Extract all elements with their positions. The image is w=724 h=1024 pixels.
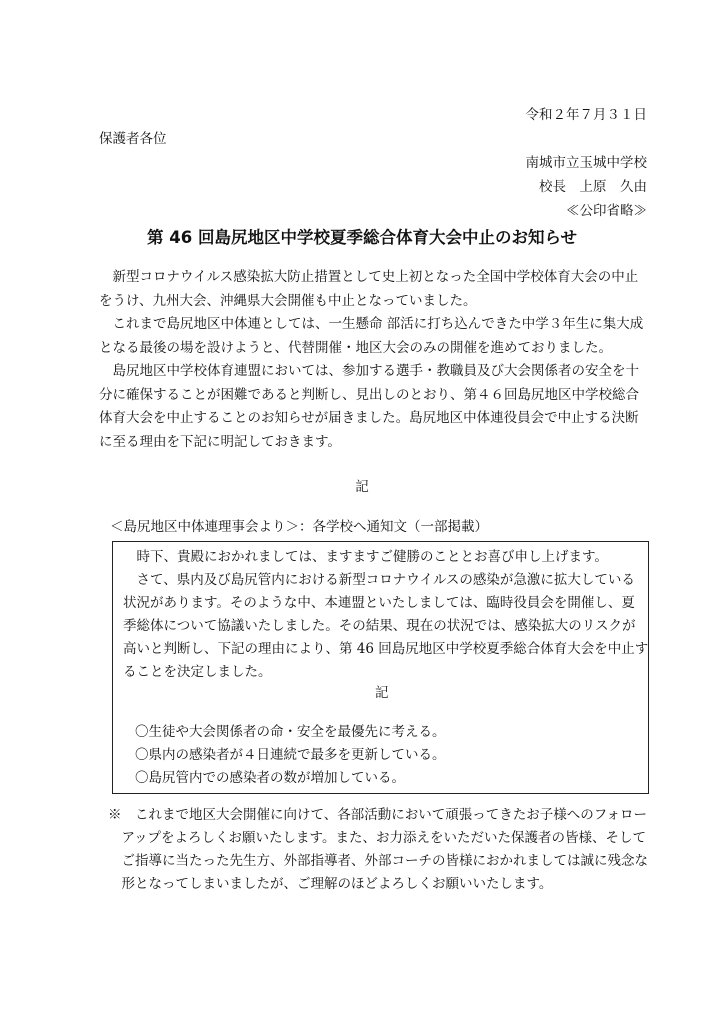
notice-box	[112, 541, 649, 794]
body-line: 分に確保することが困難であると判断し、見出しのとおり、第４６回島尻地区中学校総合	[99, 386, 639, 403]
seal-omitted-note: ≪公印省略≫	[566, 203, 647, 219]
body-line: 島尻地区中学校体育連盟においては、参加する選手・教職員及び大会関係者の安全を十	[99, 363, 639, 379]
footnote-line: 形となってしまいましたが、ご理解のほどよろしくお願いいたします。	[108, 876, 553, 892]
principal-name: 校長 上原 久由	[539, 179, 647, 195]
footnote-line: ※ これまで地区大会開催に向けて、各部活動において頑張ってきたお子様へのフォロー	[108, 807, 648, 823]
body-line: これまで島尻地区中体連としては、一生懸命 部活に打ち込んできた中学３年生に集大成	[99, 316, 644, 332]
school-name: 南城市立玉城中学校	[525, 155, 647, 171]
footnote-line: ご指導に当たった先生方、外部指導者、外部コーチの皆様におかれましては誠に残念な	[108, 853, 648, 869]
body-line: をうけ、九州大会、沖縄県大会開催も中止となっていました。	[99, 292, 477, 309]
notice-line: 季総体について協議いたしました。その結果、現在の状況では、感染拡大のリスクが	[123, 618, 636, 634]
recipient-line: 保護者各位	[99, 131, 167, 147]
body-text	[99, 268, 644, 456]
body-line: となる最後の場を設けようと、代替開催・地区大会のみの開催を進めておりました。	[99, 339, 612, 356]
body-line: 新型コロナウイルス感染拡大防止措置として史上初となった全国中学校体育大会の中止	[99, 269, 639, 285]
notice-line: 状況があります。そのような中、本連盟といたしましては、臨時役員会を開催し、夏	[123, 595, 635, 611]
notice-line: さて、県内及び島尻管内における新型コロナウイルスの感染が急激に拡大している	[123, 572, 635, 588]
reason-item: 〇生徒や大会関係者の命・安全を最優先に考える。	[135, 724, 446, 740]
body-line: に至る理由を下記に明記しておきます。	[99, 433, 341, 450]
ki-label: 記	[355, 479, 369, 495]
reason-item: 〇島尻管内での感染者の数が増加している。	[135, 770, 405, 786]
page-title: 第 46 回島尻地区中学校夏季総合体育大会中止のお知らせ	[147, 228, 577, 247]
notice-line: ることを決定しました。	[123, 664, 272, 680]
body-line: 体育大会を中止することのお知らせが届きました。島尻地区中体連役員会で中止する決断	[99, 410, 639, 426]
notice-header: ＜島尻地区中体連理事会より＞：各学校へ通知文（一部掲載）	[110, 519, 488, 535]
reason-item: 〇県内の感染者が４日連続で最多を更新している。	[135, 747, 446, 763]
notice-line: 時下、貴殿におかれましては、ますますご健勝のこととお喜び申し上げます。	[123, 549, 608, 565]
document-date: 令和２年７月３１日	[525, 107, 647, 123]
footnote-line: アップをよろしくお願いたします。また、お力添えをいただいた保護者の皆様、そして	[108, 830, 646, 846]
notice-ki-label: 記	[375, 685, 389, 701]
notice-line: 高いと判断し、下記の理由により、第 46 回島尻地区中学校夏季総合体育大会を中止す	[123, 641, 649, 657]
